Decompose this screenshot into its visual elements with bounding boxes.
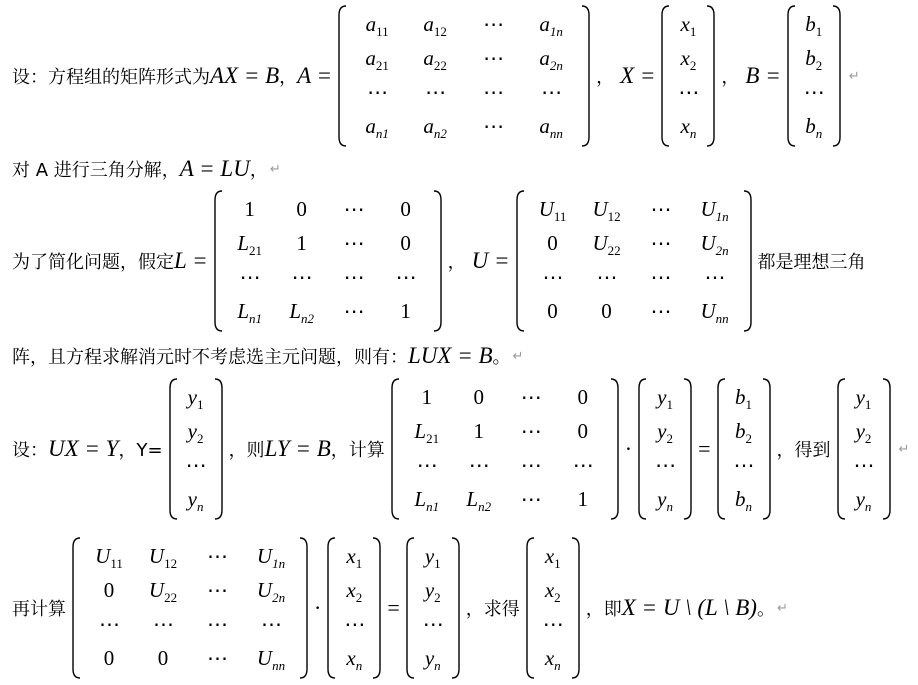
matrix-entry: $U_{1n}$ [256,544,286,571]
right-bracket [611,379,618,519]
matrix-entry: ⋯ [483,114,504,138]
matrix-entry: 0 [103,578,115,602]
matrix-entry: ⋯ [650,265,671,289]
matrix-X [661,5,715,147]
matrix-entry: $y_2$ [855,419,872,446]
line6-solve: ，求得 [465,599,520,620]
right-bracket [744,191,751,331]
matrix-entry: $U_{22}$ [592,231,621,258]
matrix-entry: $x_n$ [346,646,363,673]
paragraph-mark: ↵ [898,441,910,457]
line-2 [12,154,918,184]
matrix-entry: ⋯ [239,265,260,289]
matrix-entry: $U_{22}$ [148,578,178,605]
line5-eq2: LY = B [264,436,331,461]
matrix-entry: ⋯ [207,646,227,670]
comma: ， [596,67,615,88]
line-6 [12,535,918,681]
left-bracket [73,538,80,678]
line2-text: 对 A 进行三角分解， [12,160,180,181]
left-bracket [527,538,534,678]
right-bracket [215,379,222,519]
matrix-entry: ⋯ [541,80,562,104]
matrix-entry: ⋯ [596,265,617,289]
right-bracket [684,379,691,519]
matrix-entry: ⋯ [291,265,312,289]
matrix-entry: $y_1$ [657,385,673,412]
matrix-entry: $y_n$ [187,487,204,514]
matrix-entry: ⋯ [343,265,364,289]
matrix-entry: ⋯ [853,453,874,477]
matrix-entry: 0 [473,385,485,409]
matrix-entry: $a_{nn}$ [539,114,563,141]
matrix-Y-2 [638,378,692,520]
matrix-A [338,5,590,147]
line2-suffix: ， [249,160,268,181]
matrix-B-2 [717,378,771,520]
matrix-Y [169,378,223,520]
matrix-entry: 1 [296,231,307,255]
matrix-entry: ⋯ [733,453,754,477]
matrix-entry: ⋯ [468,453,489,477]
equals-sign: = [698,436,711,461]
matrix-entry: $x_2$ [346,578,363,605]
matrix-entry: $U_{12}$ [148,544,178,571]
matrix-entry: $x_n$ [544,646,561,673]
left-bracket [838,379,845,519]
matrix-entry: $a_{n1}$ [365,114,389,141]
dot-operator: · [314,595,322,620]
matrix-entry: $L_{n1}$ [414,487,440,514]
matrix-entry: $L_{n2}$ [289,299,314,326]
matrix-Y-3 [837,378,891,520]
matrix-entry: $x_2$ [680,46,697,73]
matrix-entry: $y_n$ [424,646,441,673]
matrix-entry: ⋯ [520,419,541,443]
matrix-entry: $b_n$ [735,487,753,514]
matrix-entry: $U_{nn}$ [700,299,729,326]
matrix-entry: $L_{n1}$ [237,299,262,326]
matrix-entry: $y_2$ [187,419,204,446]
matrix-entry: ⋯ [678,80,699,104]
matrix-entry: 0 [577,385,589,409]
right-bracket [434,191,441,331]
comma: ， [447,252,466,273]
matrix-entry: ⋯ [207,544,227,568]
line1-prefix: 设：方程组的矩阵形式为 [12,67,210,88]
matrix-entry: ⋯ [185,453,206,477]
matrix-entry: ⋯ [343,299,364,323]
line-3 [12,190,918,332]
l-label: L = [174,248,208,273]
matrix-entry: 1 [421,385,433,409]
matrix-entry: ⋯ [422,612,443,636]
line-4 [12,340,918,372]
matrix-L-2 [391,378,619,520]
matrix-entry: 0 [601,299,612,323]
matrix-entry: $a_{12}$ [423,12,447,39]
matrix-entry: $U_{nn}$ [256,646,286,673]
left-bracket [662,6,669,146]
matrix-entry: $b_1$ [735,385,753,412]
line6-suffix: 。 [756,599,775,620]
matrix-entry: $x_1$ [544,544,561,571]
line5-eq1: UX = Y [48,436,119,461]
matrix-Y-4 [406,537,460,679]
comma: ， [721,67,740,88]
matrix-entry: $b_2$ [735,419,753,446]
right-bracket [300,538,307,678]
matrix-entry: $y_1$ [424,544,441,571]
right-bracket [452,538,459,678]
matrix-entry: 1 [577,487,589,511]
line6-eq: X = U \ (L \ B) [621,595,757,620]
line5-prefix: 设： [12,440,48,461]
matrix-entry: $y_1$ [187,385,204,412]
matrix-entry: $x_n$ [680,114,697,141]
dot-operator: · [624,436,633,461]
matrix-entry: ⋯ [483,12,504,36]
matrix-entry: $y_1$ [855,385,872,412]
matrix-entry: 0 [157,646,169,670]
right-bracket [883,379,890,519]
matrix-entry: $a_{22}$ [423,46,447,73]
matrix-entry: ⋯ [425,80,446,104]
matrix-entry: $U_{2n}$ [256,578,286,605]
matrix-entry: $x_2$ [544,578,561,605]
matrix-entry: 1 [400,299,411,323]
x-label: X = [620,63,656,88]
matrix-entry: 1 [244,197,255,221]
matrix-entry: ⋯ [520,453,541,477]
left-bracket [517,191,524,331]
equals-sign: = [387,595,400,620]
matrix-U [516,190,752,332]
left-bracket [788,6,795,146]
line4-suffix: 。 [492,347,511,368]
line5-mid: ，则 [228,440,265,461]
matrix-B [787,5,841,147]
left-bracket [718,379,725,519]
matrix-entry: $U_{12}$ [592,197,621,224]
matrix-entry: ⋯ [344,612,365,636]
matrix-entry: 0 [103,646,115,670]
line-1 [12,5,918,147]
paragraph-mark: ↵ [848,68,860,84]
matrix-entry: ⋯ [704,265,725,289]
matrix-entry: $U_{11}$ [95,544,123,571]
line4-eq: LUX = B [408,343,493,368]
matrix-entry: ⋯ [153,612,173,636]
matrix-entry: ⋯ [395,265,416,289]
matrix-entry: $U_{1n}$ [700,197,729,224]
matrix-entry: 0 [547,231,558,255]
left-bracket [170,379,177,519]
matrix-entry: $U_{2n}$ [700,231,729,258]
matrix-entry: ⋯ [367,80,388,104]
matrix-entry: ⋯ [99,612,119,636]
matrix-entry: ⋯ [655,453,676,477]
matrix-entry: $a_{n2}$ [423,114,447,141]
matrix-entry: $U_{11}$ [538,197,567,224]
matrix-entry: ⋯ [520,385,541,409]
right-bracket [582,6,589,146]
matrix-entry: 0 [400,231,411,255]
matrix-L [214,190,442,332]
a-label: A = [297,63,333,88]
left-bracket [328,538,335,678]
matrix-entry: ⋯ [650,299,671,323]
matrix-entry: ⋯ [650,231,671,255]
matrix-entry: $y_2$ [657,419,673,446]
line3-suffix: 都是理想三角 [757,252,866,273]
matrix-entry: $y_2$ [424,578,441,605]
matrix-entry: $a_{1n}$ [539,12,563,39]
matrix-entry: ⋯ [343,231,364,255]
left-bracket [407,538,414,678]
line4-text: 阵，且方程求解消元时不考虑选主元问题，则有： [12,347,408,368]
matrix-U-2 [72,537,308,679]
line5-result: ，得到 [776,440,831,461]
line3-prefix: 为了简化问题，假定 [12,252,174,273]
y-label: ，Y= [118,440,163,461]
matrix-entry: $y_n$ [657,487,673,514]
matrix-entry: $x_1$ [346,544,363,571]
left-bracket [339,6,346,146]
right-bracket [833,6,840,146]
matrix-entry: $a_{21}$ [365,46,389,73]
matrix-entry: $L_{21}$ [414,419,440,446]
comma: ， [279,67,298,88]
matrix-entry: ⋯ [803,80,824,104]
matrix-entry: ⋯ [520,487,541,511]
matrix-entry: ⋯ [207,612,227,636]
matrix-entry: ⋯ [542,265,563,289]
right-bracket [707,6,714,146]
matrix-entry: $y_n$ [855,487,872,514]
matrix-entry: ⋯ [542,612,563,636]
paragraph-mark: ↵ [269,161,281,177]
line6-prefix: 再计算 [12,599,66,620]
right-bracket [763,379,770,519]
line6-ie: ，即 [585,599,622,620]
matrix-entry: 0 [547,299,558,323]
matrix-entry: $a_{2n}$ [539,46,563,73]
line1-eq: AX = B [210,63,280,88]
matrix-entry: ⋯ [572,453,593,477]
matrix-entry: $b_1$ [805,12,823,39]
matrix-entry: ⋯ [416,453,437,477]
matrix-entry: $b_2$ [805,46,823,73]
line2-eq: A = LU [179,156,250,181]
matrix-entry: ⋯ [343,197,364,221]
left-bracket [639,379,646,519]
matrix-entry: 0 [577,419,589,443]
matrix-entry: ⋯ [483,46,504,70]
matrix-entry: ⋯ [483,80,504,104]
left-bracket [392,379,399,519]
matrix-entry: $b_n$ [805,114,823,141]
right-bracket [572,538,579,678]
matrix-entry: $x_1$ [680,12,697,39]
matrix-entry: 1 [473,419,485,443]
matrix-entry: ⋯ [650,197,671,221]
u-label: U = [471,248,510,273]
matrix-entry: 0 [400,197,411,221]
paragraph-mark: ↵ [512,348,524,364]
line-5 [12,376,918,522]
right-bracket [373,538,380,678]
matrix-entry: ⋯ [261,612,281,636]
paragraph-mark: ↵ [776,600,788,616]
matrix-X-3 [526,537,580,679]
matrix-entry: $L_{21}$ [237,231,262,258]
matrix-X-2 [327,537,381,679]
left-bracket [215,191,222,331]
matrix-entry: 0 [296,197,307,221]
matrix-entry: $a_{11}$ [365,12,389,39]
matrix-entry: $L_{n2}$ [466,487,492,514]
matrix-entry: ⋯ [207,578,227,602]
b-label: B = [745,63,781,88]
line5-calc: ，计算 [330,440,385,461]
